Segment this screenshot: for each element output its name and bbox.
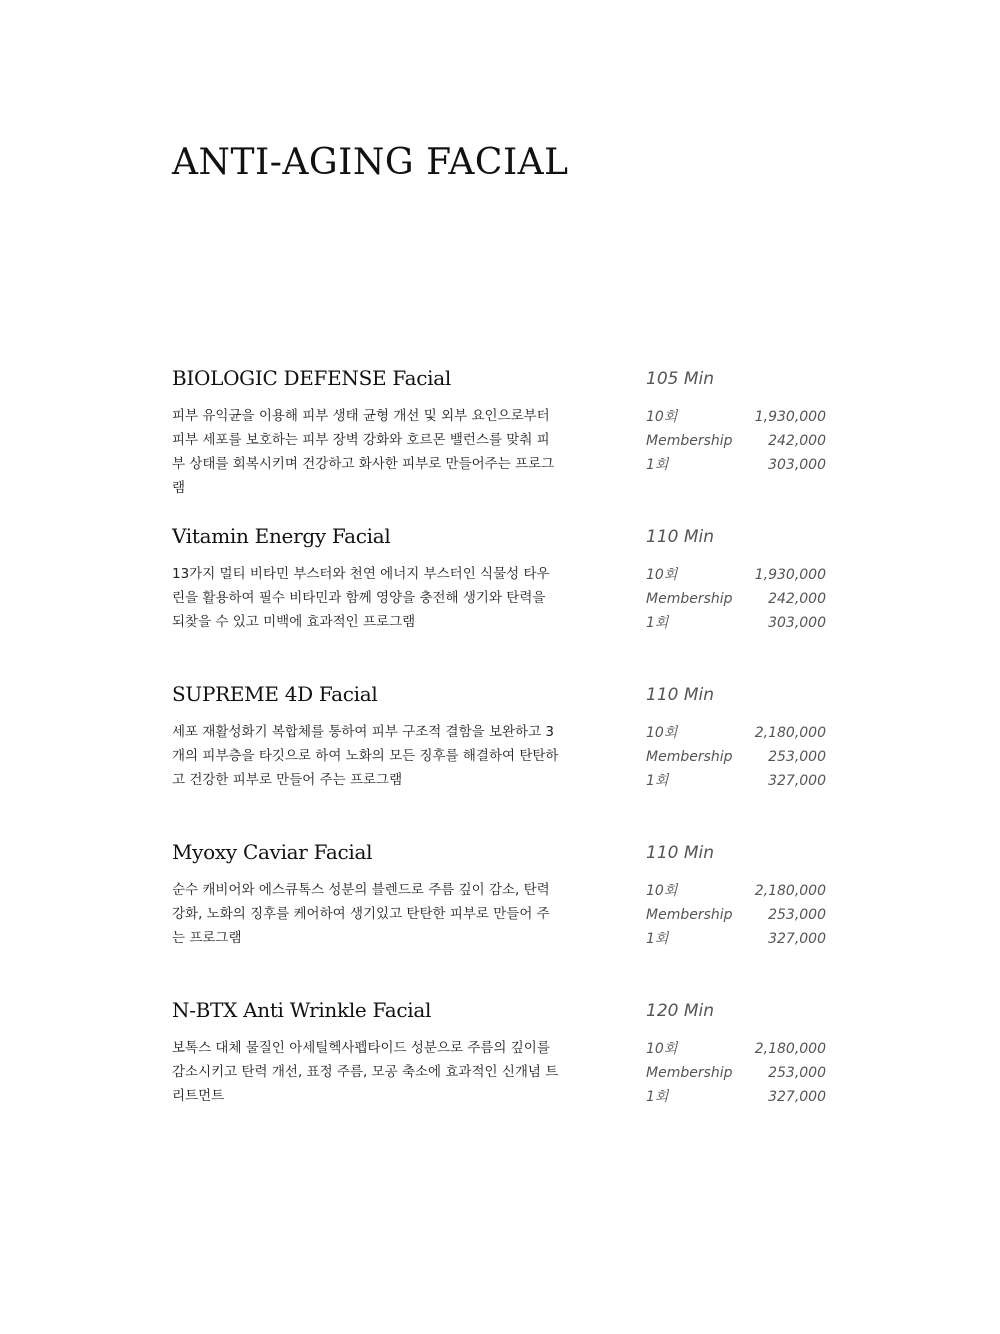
- price-label: Membership: [646, 1065, 733, 1081]
- treatment-duration: 110 Min: [646, 685, 715, 705]
- treatment-duration: 120 Min: [646, 1001, 715, 1021]
- treatment-item: [172, 838, 832, 988]
- price-value: 1,930,000: [754, 409, 826, 425]
- price-row: [646, 563, 826, 587]
- price-row: [646, 879, 826, 903]
- price-row: [646, 769, 826, 793]
- price-label: 1회: [646, 773, 669, 789]
- price-label: 1회: [646, 615, 669, 631]
- price-value: 2,180,000: [754, 1041, 826, 1057]
- treatment-description: 보톡스 대체 물질인 아세틸헥사펩타이드 성분으로 주름의 깊이를 감소시키고 탄력 개선, 표정 주름, 모공 축소에 효과적인 신개념 트리트먼트: [172, 1040, 559, 1104]
- price-row: [646, 1085, 826, 1109]
- treatment-duration: 110 Min: [646, 527, 715, 547]
- treatment-item: [172, 522, 832, 672]
- price-label: Membership: [646, 433, 733, 449]
- price-label: 1회: [646, 1089, 669, 1105]
- price-label: 1회: [646, 931, 669, 947]
- treatment-name: Vitamin Energy Facial: [172, 524, 391, 548]
- price-label: Membership: [646, 907, 733, 923]
- treatment-name: SUPREME 4D Facial: [172, 682, 378, 706]
- treatment-item: [172, 996, 832, 1146]
- price-table: [646, 563, 826, 635]
- price-value: 253,000: [768, 749, 826, 765]
- price-label: 10회: [646, 725, 678, 741]
- price-value: 327,000: [768, 931, 826, 947]
- page-title: ANTI-AGING FACIAL: [172, 142, 569, 183]
- price-row: [646, 1061, 826, 1085]
- price-table: [646, 405, 826, 477]
- price-value: 303,000: [768, 615, 826, 631]
- price-row: [646, 927, 826, 951]
- price-label: Membership: [646, 749, 733, 765]
- price-label: 10회: [646, 883, 678, 899]
- treatment-description: 피부 유익균을 이용해 피부 생태 균형 개선 및 외부 요인으로부터 피부 세포를 보호하는 피부 장벽 강화와 호르몬 밸런스를 맞춰 피부 상태를 회복시키며 건강하고 화사한 피부로 만들어주는 프로그램: [172, 408, 555, 496]
- price-table: [646, 721, 826, 793]
- price-table: [646, 1037, 826, 1109]
- price-value: 303,000: [768, 457, 826, 473]
- price-row: [646, 903, 826, 927]
- price-row: [646, 1037, 826, 1061]
- treatment-name: N-BTX Anti Wrinkle Facial: [172, 998, 432, 1022]
- price-value: 253,000: [768, 907, 826, 923]
- price-value: 242,000: [768, 433, 826, 449]
- price-row: [646, 405, 826, 429]
- treatment-item: [172, 680, 832, 830]
- treatment-description: 13가지 멀티 비타민 부스터와 천연 에너지 부스터인 식물성 타우린을 활용하여 필수 비타민과 함께 영양을 충전해 생기와 탄력을 되찾을 수 있고 미백에 효과적인 프로그램: [172, 566, 550, 630]
- price-row: [646, 721, 826, 745]
- price-value: 2,180,000: [754, 725, 826, 741]
- treatment-description: 순수 캐비어와 에스큐톡스 성분의 블렌드로 주름 깊이 감소, 탄력 강화, 노화의 징후를 케어하여 생기있고 탄탄한 피부로 만들어 주는 프로그램: [172, 882, 550, 946]
- price-label: 10회: [646, 1041, 678, 1057]
- treatment-duration: 110 Min: [646, 843, 715, 863]
- price-value: 327,000: [768, 1089, 826, 1105]
- price-value: 253,000: [768, 1065, 826, 1081]
- price-table: [646, 879, 826, 951]
- price-row: [646, 453, 826, 477]
- treatment-item: [172, 364, 832, 514]
- treatment-name: BIOLOGIC DEFENSE Facial: [172, 366, 451, 390]
- price-row: [646, 587, 826, 611]
- price-label: 10회: [646, 409, 678, 425]
- price-row: [646, 429, 826, 453]
- price-label: 10회: [646, 567, 678, 583]
- price-row: [646, 611, 826, 635]
- price-label: Membership: [646, 591, 733, 607]
- treatment-description: 세포 재활성화기 복합체를 통하여 피부 구조적 결함을 보완하고 3개의 피부층을 타깃으로 하여 노화의 모든 징후를 해결하여 탄탄하고 건강한 피부로 만들어 주는 프로그램: [172, 724, 559, 788]
- treatment-name: Myoxy Caviar Facial: [172, 840, 373, 864]
- price-value: 327,000: [768, 773, 826, 789]
- treatment-duration: 105 Min: [646, 369, 715, 389]
- price-label: 1회: [646, 457, 669, 473]
- price-row: [646, 745, 826, 769]
- price-value: 242,000: [768, 591, 826, 607]
- price-value: 2,180,000: [754, 883, 826, 899]
- price-value: 1,930,000: [754, 567, 826, 583]
